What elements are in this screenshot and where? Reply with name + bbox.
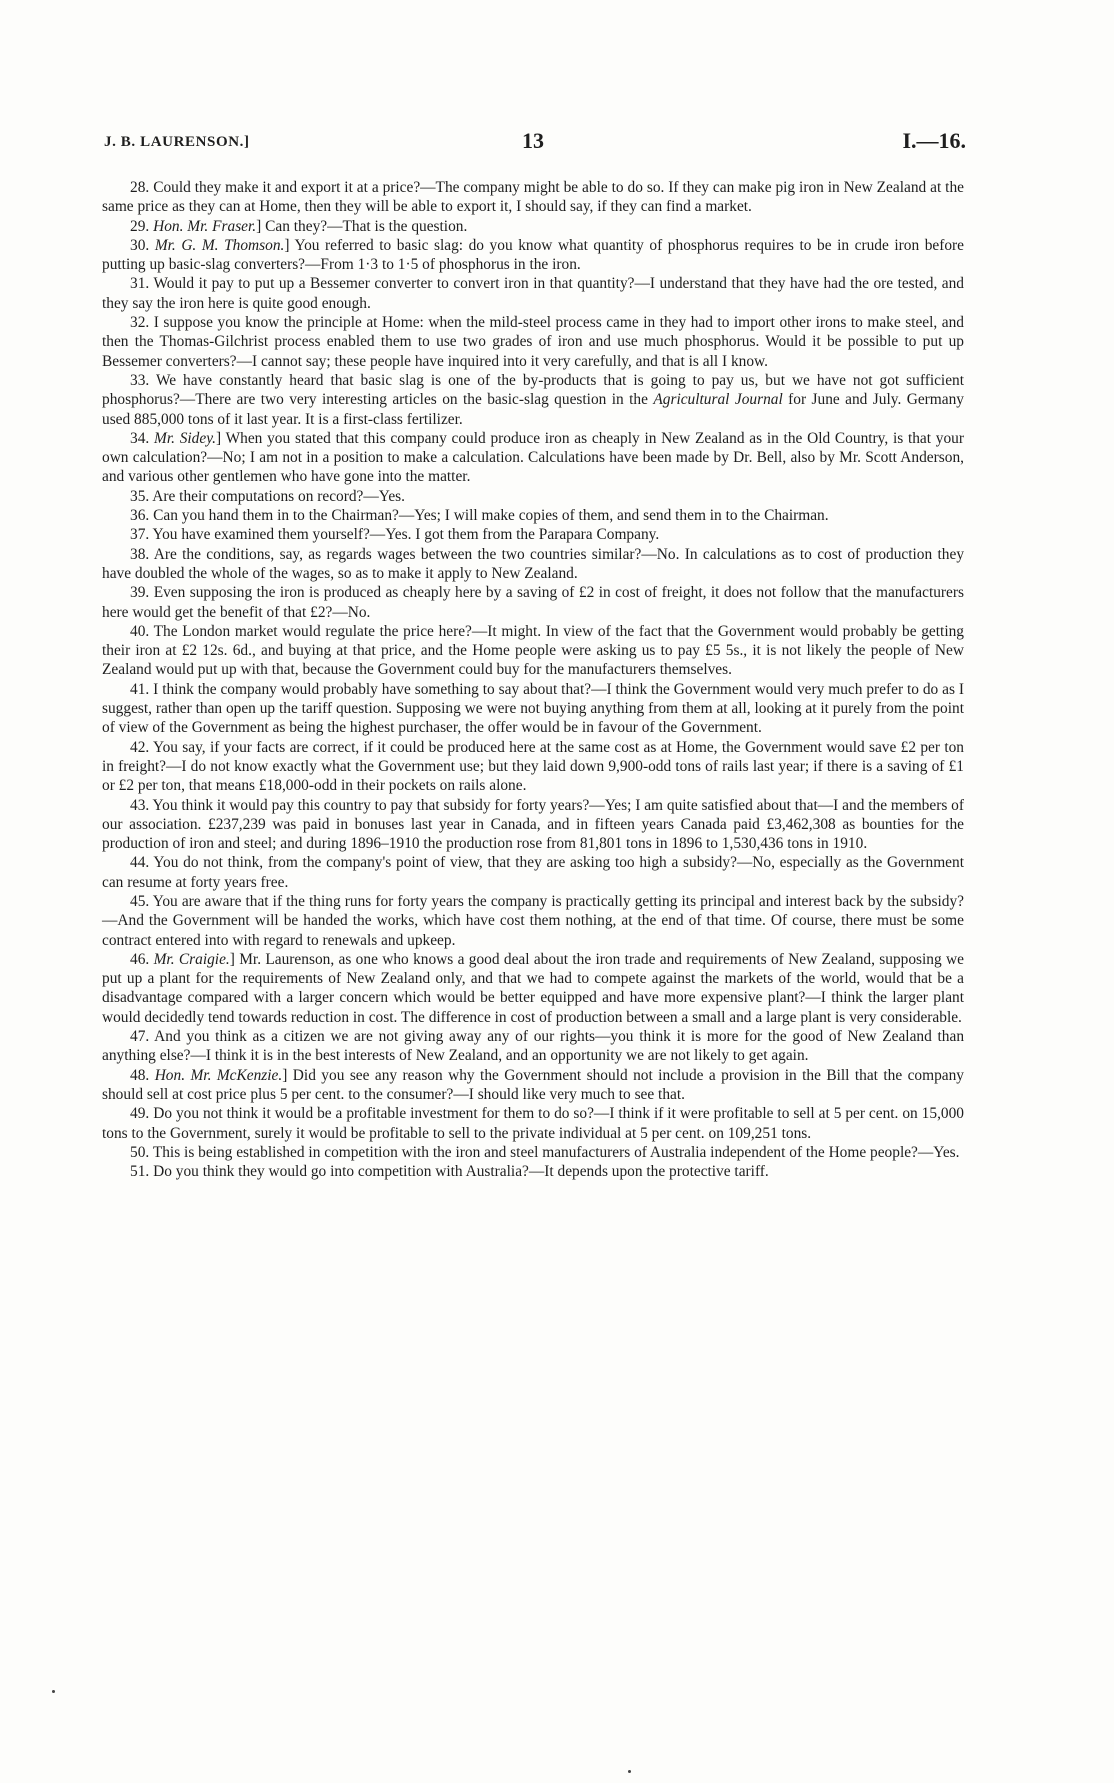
paragraph-45 [102,892,964,950]
paragraph-number: 46. [130,950,150,968]
paragraph-number: 45. [130,892,150,910]
speaker-name: Mr. Sidey. [154,429,217,447]
paragraph-48: 48. Hon. Mr. McKenzie.] Did you see any reason why the Government should not include a provision in the Bill that the company should sell at cost price plus 5 per cent. to the consumer?—I should like very much to see that. [102,1066,964,1103]
scan-speck [628,1770,631,1773]
paragraph-number: 34. [130,429,150,447]
paragraph-number: 48. [130,1066,150,1084]
paragraph-37 [102,525,964,544]
journal-title: Agricultural Journal [653,391,783,409]
paragraph-42 [102,738,964,796]
paragraph-text: You think it would pay this country to pay that subsidy for forty years?—Yes; I am quite satisfied about that—I and the members of our association. £237,239 was paid in bonuses last year in Canada, and in fifteen years Canada paid £3,462,308 as bounties for the production of iron and steel; and during 1896–1910 the production rose from 81,801 tons in 1896 to 1,530,436 tons in 1910. [102,796,965,853]
document-reference: I.—16. [902,128,966,153]
paragraph-number: 40. [130,622,150,640]
paragraph-46: 46. Mr. Craigie.] Mr. Laurenson, as one who knows a good deal about the iron trade and requirements of New Zealand, supposing we put up a plant for the requirements of New Zealand only, and that we had to compete against the markets of the world, would that be a disadvantage compared with a larger concern which would be better equipped and have more expensive plant?—I think the larger plant would decidedly tend towards reduction in cost. The difference in cost of production between a small and a large plant is very considerable. [102,950,964,1026]
speaker-name: Mr. G. M. Thomson. [154,236,285,254]
paragraph-44 [102,853,964,892]
paragraph-number: 50. [130,1143,150,1161]
evidence-text [102,178,964,1181]
paragraph-text-cont: for June and July. Germany used 885,000 tons of it last year. It is a first-class fertilizer. [102,391,964,428]
paragraph-text: This is being established in competition with the iron and steel manufacturers of Australia independent of the Home people?—Yes. [152,1143,960,1161]
paragraph-text: Can you hand them in to the Chairman?—Yes; I will make copies of them, and send them in to the Chairman. [153,507,829,525]
paragraph-number: 47. [130,1028,150,1046]
paragraph-number: 42. [130,738,150,756]
paragraph-number: 44. [130,854,150,872]
paragraph-text: Do you not think it would be a profitable investment for them to do so?—I think if it were profitable to sell at 5 per cent. on 15,000 tons to the Government, surely it would be profitable to sell to the private individual at 5 per cent. on 109,251 tons. [102,1105,964,1142]
paragraph-39 [102,583,964,622]
paragraph-text: You referred to basic slag: do you know what quantity of phosphorus requires to be in crude iron before putting up basic-slag converters?—From 1·3 to 1·5 of phosphorus in the iron. [102,236,965,274]
paragraph-36 [102,506,964,525]
paragraph-text: I think the company would probably have something to say about that?—I think the Government would very much prefer to do as I suggest, rather than open up the tariff question. Supposing we were not buying anything from them at all, looking at it purely from the point of view of the Government as being the highest purchaser, the offer would be in favour of the Government. [102,680,964,737]
paragraph-number: 33. [130,371,150,389]
paragraph-number: 31. [130,275,150,293]
paragraph-text: Can they?—That is the question. [265,217,468,235]
paragraph-number: 30. [130,236,150,254]
paragraph-text: The London market would regulate the price here?—It might. In view of the fact that the Government would probably be getting their iron at £2 12s. 6d., and buying at that price, and the Home people were asking us to pay £5 5s., it is not likely the people of New Zealand would put up with that, because the Government could buy for the manufacturers themselves. [102,622,964,679]
paragraph-number: 35. [130,487,150,505]
paragraph-text: Are the conditions, say, as regards wages between the two countries similar?—No. In calculations as to cost of production they have doubled the whole of the wages, so as to make it apply to New Zealand. [102,545,965,582]
paragraph-43 [102,796,964,854]
paragraph-text: Mr. Laurenson, as one who knows a good deal about the iron trade and requirements of New Zealand, supposing we put up a plant for the requirements of New Zealand only, and that we had to compete against the markets of the world, would that be a disadvantage compared with a larger concern which would be better equipped and have more expensive plant?—I think the larger plant would decidedly tend towards reduction in cost. The difference in cost of production between a small and a large plant is very considerable. [102,950,964,1026]
paragraph-28 [102,178,964,217]
paragraph-51 [102,1162,964,1181]
speaker-name: Hon. Mr. Fraser. [153,217,257,235]
paragraph-text: And you think as a citizen we are not giving away any of our rights—you think it is more for the good of New Zealand than anything else?—I think it is in the best interests of New Zealand, and an opportunity we are not likely to get again. [102,1028,965,1065]
speaker-name: Mr. Craigie. [153,950,230,968]
paragraph-text: We have constantly heard that basic slag is one of the by-products that is going to pay us, but we have not got sufficient phosphorus?—There are two very interesting articles on the basic-slag question in the [102,371,965,409]
paragraph-32 [102,313,964,371]
paragraph-text: Do you think they would go into competition with Australia?—It depends upon the protective tariff. [153,1163,769,1181]
paragraph-text: Did you see any reason why the Government should not include a provision in the Bill that the company should sell at cost price plus 5 per cent. to the consumer?—I should like very much to see that. [102,1066,964,1103]
paragraph-29: 29. Hon. Mr. Fraser.] Can they?—That is the question. [130,217,468,235]
paragraph-number: 38. [130,545,150,563]
paragraph-text: Would it pay to put up a Bessemer converter to convert iron in that quantity?—I understand that they have had the ore tested, and they say the iron here is quite good enough. [102,275,964,312]
paragraph-38 [102,545,964,584]
witness-name: J. B. LAURENSON.] [104,134,250,150]
paragraph-text: Could they make it and export it at a price?—The company might be able to do so. If they can make pig iron in New Zealand at the same price as they can at Home, then they will be able to export it, I should say, if they can find a market. [102,179,964,216]
paragraph-number: 36. [130,507,150,525]
paragraph-30: 30. Mr. G. M. Thomson.] You referred to basic slag: do you know what quantity of phosphorus requires to be in crude iron before putting up basic-slag converters?—From 1·3 to 1·5 of phosphorus in the iron. [102,236,965,274]
paragraph-text: You have examined them yourself?—Yes. I got them from the Parapara Company. [152,526,660,544]
paragraph-number: 41. [130,680,150,698]
paragraph-number: 49. [130,1105,150,1123]
paragraph-number: 28. [130,179,150,196]
paragraph-text: You are aware that if the thing runs for forty years the company is practically getting its principal and interest back by the subsidy?—And the Government will be handed the works, which have cost them nothing, at the end of that time. Of course, there must be some contract entered into with regard to renewals and upkeep. [102,892,964,949]
paragraph-number: 37. [130,526,150,544]
paragraph-number: 43. [130,796,150,814]
paragraph-number: 29. [130,217,150,235]
paragraph-text: Even supposing the iron is produced as cheaply here by a saving of £2 in cost of freight, it does not follow that the manufacturers here would get the benefit of that £2?—No. [102,584,964,621]
paragraph-number: 32. [130,314,150,332]
paragraph-33 [102,371,964,429]
paragraph-text: You say, if your facts are correct, if it could be produced here at the same cost as at Home, the Government would save £2 per ton in freight?—I do not know exactly what the Government use; but they laid down 9,900-odd tons of rails last year; if there is a saving of £1 or £2 per ton, that means £18,000-odd in their pockets on rails alone. [102,738,964,795]
paragraph-number: 51. [130,1163,150,1181]
paragraph-41 [102,680,964,738]
paragraph-31 [102,274,964,313]
paragraph-text: I suppose you know the principle at Home: when the mild-steel process came in they had to import other irons to make steel, and then the Thomas-Gilchrist process enabled them to use two grades of iron and use much phosphorus. Would it be possible to put up Bessemer converters?—I cannot say; these people have inquired into it very carefully, and that is all I know. [102,314,964,370]
paragraph-49 [102,1104,964,1143]
paragraph-34: 34. Mr. Sidey.] When you stated that this company could produce iron as cheaply in New Zealand as in the Old Country, is that your own calculation?—No; I am not in a position to make a calculation. Calculations have been made by Dr. Bell, also by Mr. Scott Anderson, and various other gentlemen who have gone into the matter. [102,429,964,486]
paragraph-number: 39. [130,584,150,602]
speaker-name: Hon. Mr. McKenzie. [154,1066,283,1084]
paragraph-35 [102,487,964,506]
paragraph-40 [102,622,964,680]
page-header [104,128,966,158]
scan-speck [52,1690,55,1693]
page-number: 13 [522,128,544,153]
paragraph-50 [102,1143,964,1162]
paragraph-text: You do not think, from the company's point of view, that they are asking too high a subsidy?—No, especially as the Government can resume at forty years free. [102,854,964,891]
paragraph-47 [102,1027,964,1066]
paragraph-text: Are their computations on record?—Yes. [152,487,405,505]
paragraph-text: When you stated that this company could produce iron as cheaply in New Zealand as in the Old Country, is that your own calculation?—No; I am not in a position to make a calculation. Calculations have been made by Dr. Bell, also by Mr. Scott Anderson, and various other gentlemen who have gone into the matter. [102,429,964,486]
